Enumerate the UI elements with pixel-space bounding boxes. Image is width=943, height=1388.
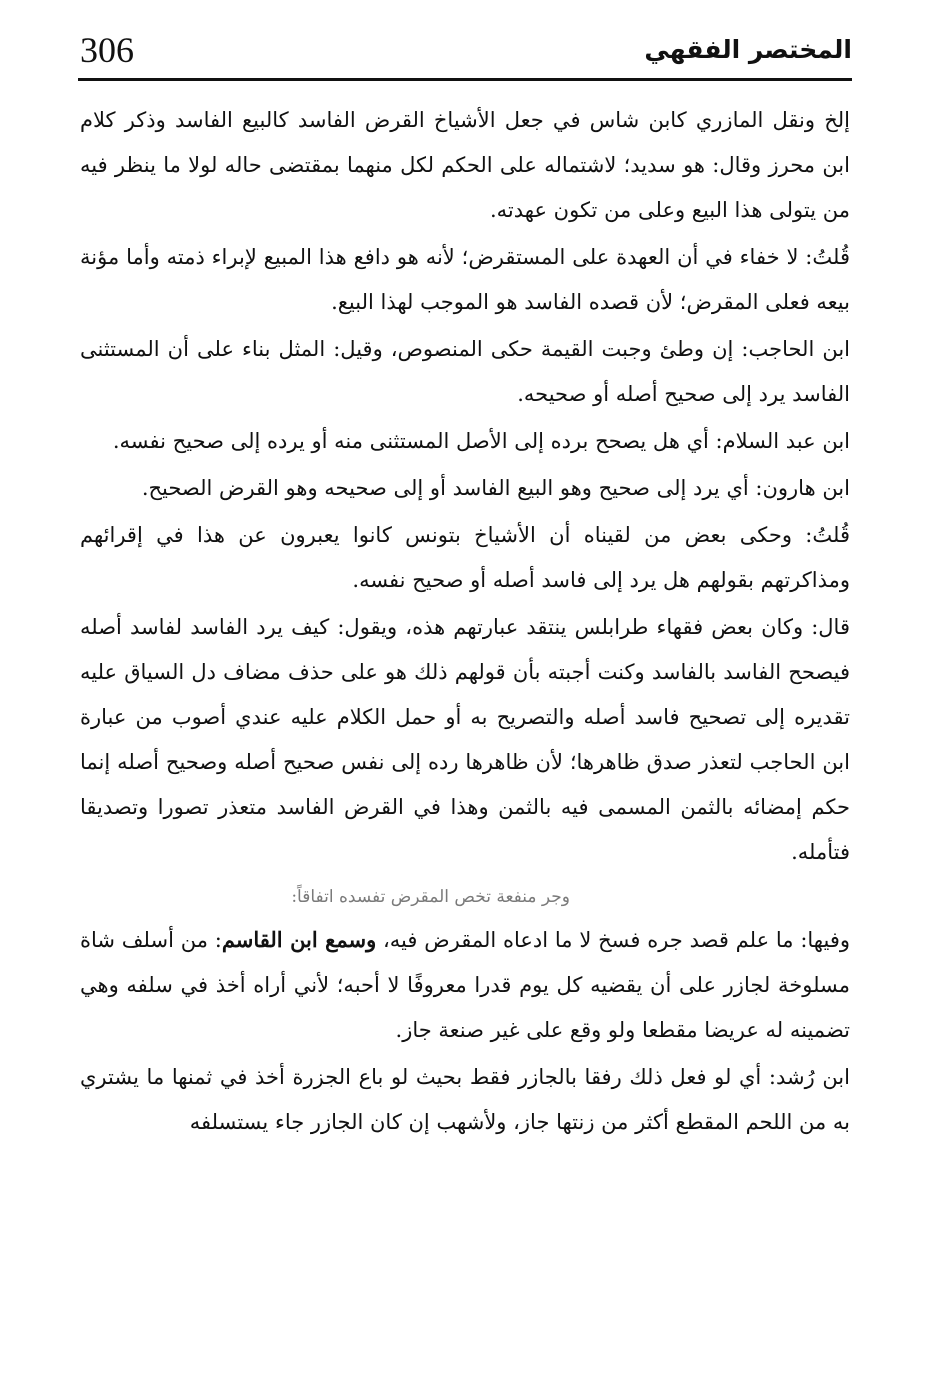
paragraph: قُلتُ: وحكى بعض من لقيناه أن الأشياخ بتونس كانوا يعبرون عن هذا في إقرائهم ومذاكرتهم بقولهم هل يرد إلى فاسد أصله أو صحيح نفسه. [80, 523, 850, 592]
paragraph: قال: وكان بعض فقهاء طرابلس ينتقد عبارتهم هذه، ويقول: كيف يرد الفاسد لفاسد أصله فيصحح الفاسد بالفاسد وكنت أجبته بأن قولهم ذلك هو على حذف مضاف دل السياق عليه تقديره إلى تصحيح فاسد أصله والتصريح به أو حمل الكلام عليه عندي أصوب من عبارة ابن الحاجب لتعذر صدق ظاهرها؛ لأن ظاهرها رده إلى نفس صحيح أصله وصحيح أصله إنما حكم إمضائه بالثمن المسمى فيه بالثمن وهذا في القرض الفاسد متعذر تصورا وتصديقا فتأمله. [80, 615, 850, 864]
paragraph: ابن عبد السلام: أي هل يصحح برده إلى الأصل المستثنى منه أو يرده إلى صحيح نفسه. [112, 429, 850, 453]
paragraph: ابن هارون: أي يرد إلى صحيح وهو البيع الفاسد أو إلى صحيحه وهو القرض الصحيح. [141, 476, 850, 500]
paragraph: إلخ ونقل المازري كابن شاس في جعل الأشياخ القرض الفاسد كالبيع الفاسد وذكر كلام ابن محرز وقال: هو سديد؛ لاشتماله على الحكم لكل منهما بمقتضى حاله لولا ما ينظر فيه من يتولى هذا البيع وعلى من تكون عهدته. [80, 108, 850, 222]
paragraph [80, 917, 850, 1053]
faded-heading: وجر منفعة تخص المقرض تفسده اتفاقاً: [291, 887, 570, 907]
header-rule [78, 78, 852, 81]
paragraph: ابن الحاجب: إن وطئ وجبت القيمة حكى المنصوص، وقيل: المثل بناء على أن المستثنى الفاسد يرد إلى صحيح أصله أو صحيحه. [80, 337, 850, 406]
paragraph [80, 1055, 850, 1145]
body-text [80, 98, 850, 1147]
page-number: 306 [80, 30, 134, 70]
page-header [80, 28, 852, 78]
paragraph-text: ابن رُشد: أي لو فعل ذلك رفقا بالجازر فقط بحيث لو باع الجزرة أخذ في ثمنها ما يشتري به من اللحم المقطع أكثر من زنتها جاز، ولأشهب إن كان الجازر جاء يستسلفه [80, 1065, 850, 1134]
bold-phrase: وسمع ابن القاسم [221, 927, 377, 952]
paragraph-text: وفيها: ما علم قصد جره فسخ لا ما ادعاه المقرض فيه، [376, 928, 851, 952]
paragraph-text: : من أسلف شاة مسلوخة لجازر على أن يقضيه كل يوم قدرا معروفًا لا أحبه؛ لأني أراه أخذ في سلفه وهي تضمينه له عريضا مقطعا ولو وقع على غير صنعة جاز. [80, 928, 850, 1042]
running-title: المختصر الفقهي [644, 35, 852, 64]
paragraph: قُلتُ: لا خفاء في أن العهدة على المستقرض؛ لأنه هو دافع هذا المبيع لإبراء ذمته وأما مؤنة بيعه فعلى المقرض؛ لأن قصده الفاسد هو الموجب لهذا البيع. [80, 245, 850, 314]
